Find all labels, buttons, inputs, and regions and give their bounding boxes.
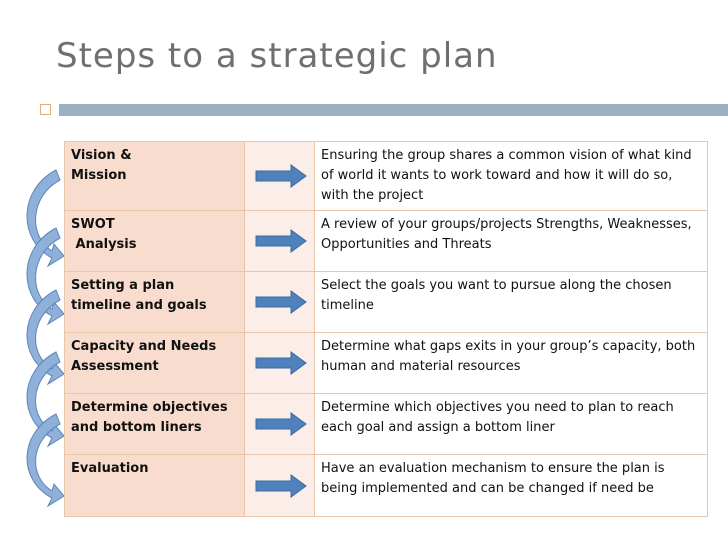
step-description: A review of your groups/projects Strengths, Weaknesses, Opportunities and Threats (315, 211, 708, 272)
right-arrow-icon (255, 229, 307, 253)
curved-arrow-icon (27, 414, 64, 506)
step-description: Determine what gaps exits in your group’s capacity, both human and material resources (315, 333, 708, 394)
table-row (65, 394, 708, 455)
arrow-cell (245, 455, 315, 517)
step-name: Capacity and Needs Assessment (65, 333, 245, 394)
step-description: Have an evaluation mechanism to ensure the plan is being implemented and can be changed if need be (315, 455, 708, 517)
step-description: Determine which objectives you need to plan to reach each goal and assign a bottom liner (315, 394, 708, 455)
table-row (65, 455, 708, 517)
right-arrow-icon (255, 164, 307, 188)
arrow-cell (245, 333, 315, 394)
right-arrow-icon (255, 474, 307, 498)
step-description: Ensuring the group shares a common vision of what kind of world it wants to work toward and how it will do so, with the project (315, 142, 708, 211)
step-name: Determine objectives and bottom liners (65, 394, 245, 455)
steps-table (64, 141, 708, 517)
slide-title: Steps to a strategic plan (56, 36, 498, 76)
step-name: SWOT Analysis (65, 211, 245, 272)
table-row (65, 142, 708, 211)
step-name: Evaluation (65, 455, 245, 517)
table-row (65, 272, 708, 333)
arrow-cell (245, 272, 315, 333)
arrow-cell (245, 142, 315, 211)
arrow-cell (245, 394, 315, 455)
arrow-cell (245, 211, 315, 272)
table-row (65, 211, 708, 272)
right-arrow-icon (255, 412, 307, 436)
right-arrow-icon (255, 290, 307, 314)
step-name: Vision & Mission (65, 142, 245, 211)
step-name: Setting a plan timeline and goals (65, 272, 245, 333)
table-row (65, 333, 708, 394)
right-arrow-icon (255, 351, 307, 375)
step-description: Select the goals you want to pursue along the chosen timeline (315, 272, 708, 333)
